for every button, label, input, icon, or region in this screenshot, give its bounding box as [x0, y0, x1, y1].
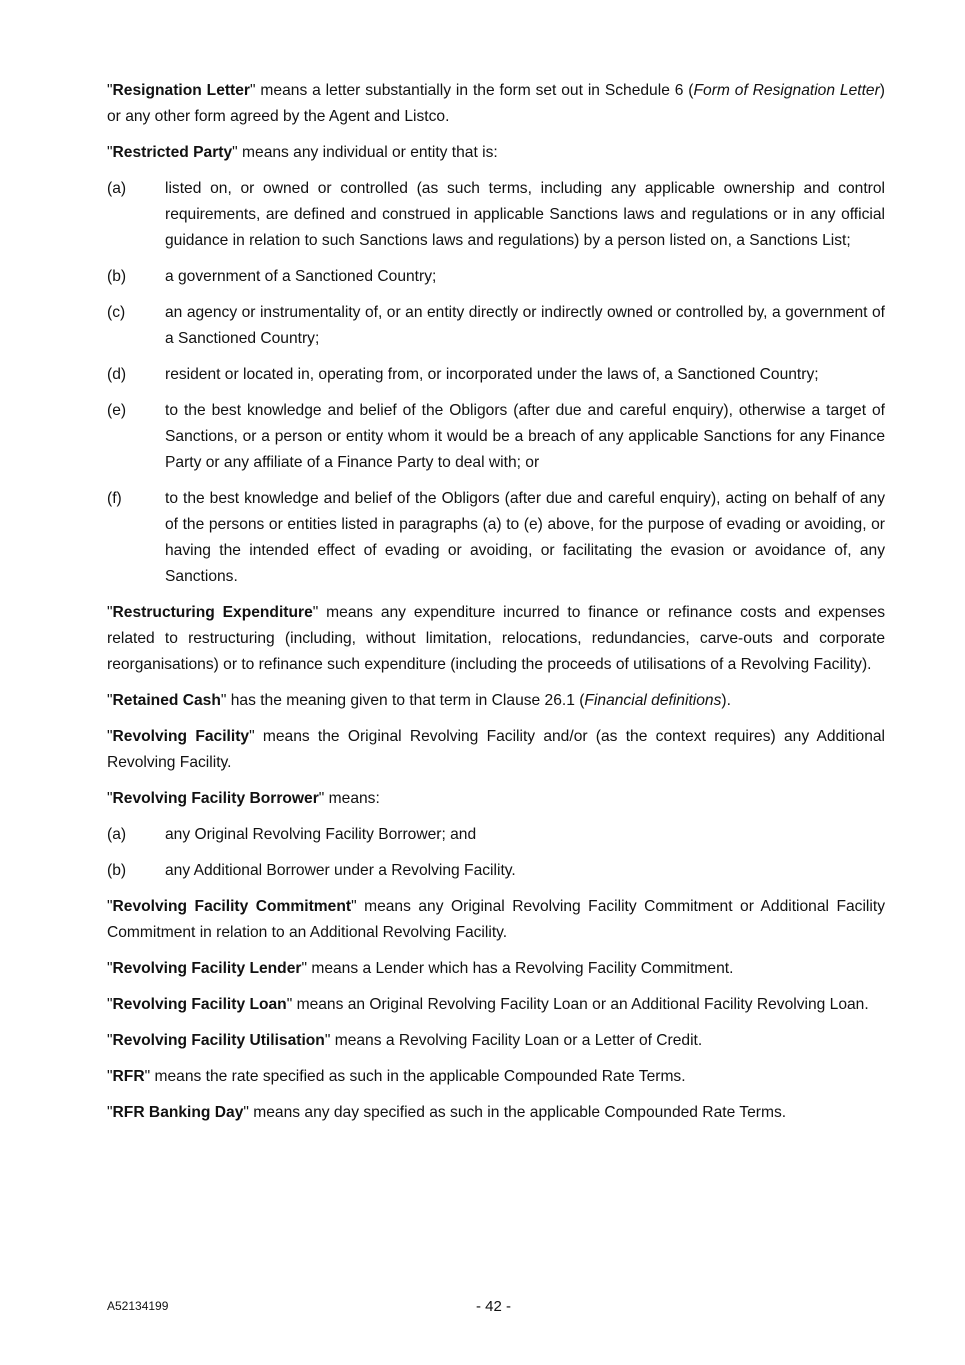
- term: Revolving Facility Lender: [112, 960, 302, 977]
- definition-revolving-facility: "Revolving Facility" means the Original Revolving Facility and/or (as the context requires) any Additional Revolving Facility.: [107, 728, 885, 771]
- list-item: (f) to the best knowledge and belief of the Obligors (after due and careful enquiry), acting on behalf of any of the persons or entities listed in paragraphs (a) to (e) above, for the purpose of evading or avoiding, or having the intended effect of evading or avoiding, or facilitating the evasion or avoidance of, any Sanctions.: [107, 490, 885, 585]
- term: Retained Cash: [112, 692, 221, 709]
- definition-revolving-facility-borrower: "Revolving Facility Borrower" means:: [107, 790, 380, 807]
- list-item: (d) resident or located in, operating from, or incorporated under the laws of, a Sanctioned Country;: [107, 366, 819, 383]
- list-item: (c) an agency or instrumentality of, or an entity directly or indirectly owned or controlled by, a government of a Sanctioned Country;: [107, 304, 885, 347]
- term: Restructuring Expenditure: [112, 604, 313, 621]
- definition-revolving-facility-utilisation: "Revolving Facility Utilisation" means a Revolving Facility Loan or a Letter of Credit.: [107, 1032, 703, 1049]
- definition-revolving-facility-commitment: "Revolving Facility Commitment" means any Original Revolving Facility Commitment or Additional Facility Commitment in relation to an Additional Revolving Facility.: [107, 898, 885, 941]
- term: Revolving Facility Utilisation: [112, 1032, 325, 1049]
- list-item: (a) listed on, or owned or controlled (as such terms, including any applicable ownership and control requirements, are defined and construed in applicable Sanctions laws and regulations or in any official guidance in relation to such Sanctions laws and regulations) by a person listed on, a Sanctions List;: [107, 180, 885, 249]
- list-item: (b) any Additional Borrower under a Revolving Facility.: [107, 862, 516, 879]
- term: Revolving Facility Commitment: [112, 898, 352, 915]
- document-body: [107, 78, 885, 1136]
- definition-revolving-facility-lender: "Revolving Facility Lender" means a Lender which has a Revolving Facility Commitment.: [107, 960, 734, 977]
- term: Revolving Facility Loan: [112, 996, 287, 1013]
- term: Revolving Facility Borrower: [112, 790, 319, 807]
- definition-revolving-facility-loan: "Revolving Facility Loan" means an Original Revolving Facility Loan or an Additional Facility Revolving Loan.: [107, 996, 869, 1013]
- term: Restricted Party: [112, 144, 233, 161]
- definition-rfr-banking-day: "RFR Banking Day" means any day specified as such in the applicable Compounded Rate Terms.: [107, 1104, 787, 1121]
- term: Revolving Facility: [112, 728, 250, 745]
- list-item: (b) a government of a Sanctioned Country;: [107, 268, 437, 285]
- definition-resignation-letter: "Resignation Letter" means a letter substantially in the form set out in Schedule 6 (Form of Resignation Letter) or any other form agreed by the Agent and Listco.: [107, 82, 885, 125]
- list-item: (e) to the best knowledge and belief of the Obligors (after due and careful enquiry), otherwise a target of Sanctions, or a person or entity whom it would be a breach of any applicable Sanctions for any Finance Party or any affiliate of a Finance Party to deal with; or: [107, 402, 885, 471]
- term: Resignation Letter: [112, 82, 250, 99]
- definition-rfr: "RFR" means the rate specified as such in the applicable Compounded Rate Terms.: [107, 1068, 686, 1085]
- list-item: (a) any Original Revolving Facility Borrower; and: [107, 826, 477, 843]
- term: RFR Banking Day: [112, 1104, 244, 1121]
- term: RFR: [112, 1068, 145, 1085]
- definition-retained-cash: "Retained Cash" has the meaning given to that term in Clause 26.1 (Financial definitions).: [107, 692, 731, 709]
- document-id: A52134199: [107, 1299, 169, 1313]
- definition-restructuring-expenditure: "Restructuring Expenditure" means any expenditure incurred to finance or refinance costs and expenses related to restructuring (including, without limitation, relocations, redundancies, carve-outs and corporate reorganisations) or to refinance such expenditure (including the proceeds of utilisations of a Revolving Facility).: [107, 604, 886, 673]
- definition-restricted-party: "Restricted Party" means any individual or entity that is:: [107, 144, 498, 161]
- page-number: - 42 -: [476, 1298, 512, 1315]
